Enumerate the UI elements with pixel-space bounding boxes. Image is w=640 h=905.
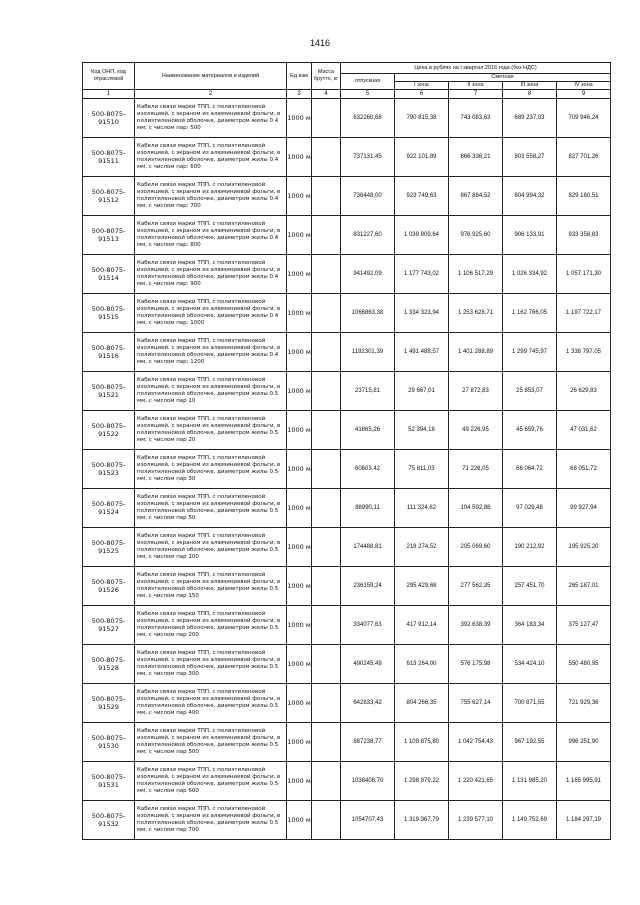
table-row — [83, 645, 611, 684]
item-mass — [312, 528, 341, 567]
price-zone-1: 75 811,03 — [395, 450, 449, 489]
item-unit: 1000 м — [287, 801, 312, 840]
item-name: Кабели связи марки ТПП, с полиэтиленовой изоляцией, с экраном из алюминиевой фольги, в полиэтиленовой оболочке, диаметром жилы 0.4 мм, с числом пар: 500 — [135, 99, 287, 138]
table-row — [83, 567, 611, 606]
item-unit: 1000 м — [287, 606, 312, 645]
item-mass — [312, 411, 341, 450]
header-zone-4: IV зона — [557, 82, 611, 90]
item-mass — [312, 645, 341, 684]
item-name: Кабели связи марки ТПП, с полиэтиленовой изоляцией, с экраном из алюминиевой фольги, в полиэтиленовой оболочке, диаметром жилы 0.5 мм, с числом пар 600 — [135, 762, 287, 801]
page-number: 1416 — [309, 38, 331, 48]
column-number: 9 — [557, 90, 611, 99]
price-release: 174488,81 — [341, 528, 395, 567]
item-unit: 1000 м — [287, 177, 312, 216]
item-mass — [312, 138, 341, 177]
item-mass — [312, 177, 341, 216]
price-zone-1: 29 667,01 — [395, 372, 449, 411]
price-release: 642833,42 — [341, 684, 395, 723]
price-zone-3: 689 237,03 — [503, 99, 557, 138]
price-zone-3: 364 183,34 — [503, 606, 557, 645]
price-zone-1: 1 491 488,57 — [395, 333, 449, 372]
table-row — [83, 99, 611, 138]
price-zone-4: 195 925,20 — [557, 528, 611, 567]
header-code: Код ОНП, код отраслевой — [83, 63, 135, 90]
price-release: 41865,26 — [341, 411, 395, 450]
price-release: 1066863,38 — [341, 294, 395, 333]
price-release: 737131,45 — [341, 138, 395, 177]
item-unit: 1000 м — [287, 99, 312, 138]
price-zone-3: 967 192,55 — [503, 723, 557, 762]
item-mass — [312, 99, 341, 138]
item-name: Кабели связи марки ТПП, с полиэтиленовой изоляцией, с экраном из алюминиевой фольги, в полиэтиленовой оболочке, диаметром жилы 0.5 мм, с числом пар 100 — [135, 528, 287, 567]
price-zone-1: 1 319 367,79 — [395, 801, 449, 840]
table-row — [83, 684, 611, 723]
item-code: 500-8075-91515 — [83, 294, 135, 333]
item-name: Кабели связи марки ТПП, с полиэтиленовой изоляцией, с экраном из алюминиевой фольги, в полиэтиленовой оболочке, диаметром жилы 0.5 мм, с числом пар 10 — [135, 372, 287, 411]
table-row — [83, 333, 611, 372]
item-mass — [312, 489, 341, 528]
price-zone-2: 277 562,35 — [449, 567, 503, 606]
price-zone-2: 755 627,14 — [449, 684, 503, 723]
price-zone-1: 1 177 743,02 — [395, 255, 449, 294]
header-zone-1: I зона — [395, 82, 449, 90]
price-zone-2: 1 239 577,10 — [449, 801, 503, 840]
item-name: Кабели связи марки ТПП, с полиэтиленовой изоляцией, с экраном из алюминиевой фольги, в полиэтиленовой оболочке, диаметром жилы 0.4 мм, с числом пар: 1000 — [135, 294, 287, 333]
price-zone-3: 25 853,07 — [503, 372, 557, 411]
price-zone-1: 1 039 809,64 — [395, 216, 449, 255]
price-zone-2: 743 083,63 — [449, 99, 503, 138]
price-release: 60603,42 — [341, 450, 395, 489]
price-zone-4: 933 358,83 — [557, 216, 611, 255]
price-zone-2: 866 336,21 — [449, 138, 503, 177]
item-unit: 1000 м — [287, 645, 312, 684]
price-zone-2: 1 401 288,89 — [449, 333, 503, 372]
price-zone-1: 417 912,14 — [395, 606, 449, 645]
price-zone-1: 1 298 979,22 — [395, 762, 449, 801]
table-row — [83, 411, 611, 450]
price-zone-2: 576 175,98 — [449, 645, 503, 684]
price-zone-3: 190 212,92 — [503, 528, 557, 567]
table-row — [83, 762, 611, 801]
item-code: 500-8075-91510 — [83, 99, 135, 138]
item-code: 500-8075-91531 — [83, 762, 135, 801]
item-code: 500-8075-91524 — [83, 489, 135, 528]
item-code: 500-8075-91512 — [83, 177, 135, 216]
header-release: отпускная — [341, 74, 395, 90]
price-zone-3: 1 026 334,92 — [503, 255, 557, 294]
price-zone-2: 976 925,60 — [449, 216, 503, 255]
price-zone-1: 613 264,00 — [395, 645, 449, 684]
price-zone-3: 906 133,91 — [503, 216, 557, 255]
column-number: 6 — [395, 90, 449, 99]
item-mass — [312, 801, 341, 840]
price-release: 831227,60 — [341, 216, 395, 255]
price-zone-4: 68 051,72 — [557, 450, 611, 489]
price-table — [82, 62, 611, 840]
price-zone-3: 97 029,48 — [503, 489, 557, 528]
column-number: 3 — [287, 90, 312, 99]
item-code: 500-8075-91525 — [83, 528, 135, 567]
price-zone-4: 99 927,94 — [557, 489, 611, 528]
price-release: 88990,11 — [341, 489, 395, 528]
item-code: 500-8075-91523 — [83, 450, 135, 489]
item-code: 500-8075-91513 — [83, 216, 135, 255]
item-mass — [312, 255, 341, 294]
table-row — [83, 372, 611, 411]
price-zone-2: 27 872,83 — [449, 372, 503, 411]
header-name: Наименование материалов и изделий — [135, 63, 287, 90]
price-release: 632260,68 — [341, 99, 395, 138]
price-zone-1: 790 815,38 — [395, 99, 449, 138]
price-release: 490245,49 — [341, 645, 395, 684]
table-row — [83, 528, 611, 567]
price-zone-4: 827 701,26 — [557, 138, 611, 177]
price-zone-1: 1 109 875,80 — [395, 723, 449, 762]
item-name: Кабели связи марки ТПП, с полиэтиленовой изоляцией, с экраном из алюминиевой фольги, в полиэтиленовой оболочке, диаметром жилы 0.5 мм, с числом пар 50 — [135, 489, 287, 528]
item-code: 500-8075-91516 — [83, 333, 135, 372]
price-zone-4: 1 057 171,30 — [557, 255, 611, 294]
item-code: 500-8075-91529 — [83, 684, 135, 723]
header-smetnaya: Сметная — [395, 74, 611, 82]
price-zone-4: 375 127,47 — [557, 606, 611, 645]
column-number: 1 — [83, 90, 135, 99]
price-zone-3: 1 149 752,69 — [503, 801, 557, 840]
price-release: 334077,63 — [341, 606, 395, 645]
item-unit: 1000 м — [287, 411, 312, 450]
item-code: 500-8075-91528 — [83, 645, 135, 684]
item-unit: 1000 м — [287, 489, 312, 528]
item-name: Кабели связи марки ТПП, с полиэтиленовой изоляцией, с экраном из алюминиевой фольги, в полиэтиленовой оболочке, диаметром жилы 0.5 мм, с числом пар 300 — [135, 645, 287, 684]
item-name: Кабели связи марки ТПП, с полиэтиленовой изоляцией, с экраном из алюминиевой фольги, в полиэтиленовой оболочке, диаметром жилы 0.4 мм, с числом пар: 700 — [135, 177, 287, 216]
item-mass — [312, 723, 341, 762]
price-release: 738448,00 — [341, 177, 395, 216]
item-unit: 1000 м — [287, 567, 312, 606]
item-mass — [312, 762, 341, 801]
item-code: 500-8075-91526 — [83, 567, 135, 606]
price-zone-2: 392 638,39 — [449, 606, 503, 645]
price-zone-2: 71 226,05 — [449, 450, 503, 489]
price-zone-1: 1 334 323,94 — [395, 294, 449, 333]
item-mass — [312, 450, 341, 489]
price-zone-3: 45 659,76 — [503, 411, 557, 450]
price-zone-1: 923 749,63 — [395, 177, 449, 216]
table-header — [83, 63, 611, 99]
item-mass — [312, 606, 341, 645]
price-zone-4: 26 629,83 — [557, 372, 611, 411]
item-unit: 1000 м — [287, 762, 312, 801]
price-zone-2: 104 592,88 — [449, 489, 503, 528]
item-name: Кабели связи марки ТПП, с полиэтиленовой изоляцией, с экраном из алюминиевой фольги, в полиэтиленовой оболочке, диаметром жилы 0.5 мм, с числом пар 500 — [135, 723, 287, 762]
item-name: Кабели связи марки ТПП, с полиэтиленовой изоляцией, с экраном из алюминиевой фольги, в полиэтиленовой оболочке, диаметром жилы 0.4 мм, с числом пар: 600 — [135, 138, 287, 177]
table-row — [83, 450, 611, 489]
price-zone-2: 205 069,60 — [449, 528, 503, 567]
item-code: 500-8075-91521 — [83, 372, 135, 411]
price-zone-3: 66 064,72 — [503, 450, 557, 489]
item-name: Кабели связи марки ТПП, с полиэтиленовой изоляцией, с экраном из алюминиевой фольги, в полиэтиленовой оболочке, диаметром жилы 0.5 мм, с числом пар 20 — [135, 411, 287, 450]
price-zone-4: 996 251,90 — [557, 723, 611, 762]
price-zone-4: 1 338 797,05 — [557, 333, 611, 372]
item-name: Кабели связи марки ТПП, с полиэтиленовой изоляцией, с экраном из алюминиевой фольги, в полиэтиленовой оболочке, диаметром жилы 0.5 мм, с числом пар 150 — [135, 567, 287, 606]
column-number: 8 — [503, 90, 557, 99]
price-zone-2: 1 220 421,65 — [449, 762, 503, 801]
header-mass: Масса брутто, кг — [312, 63, 341, 90]
item-mass — [312, 567, 341, 606]
price-zone-3: 1 299 745,97 — [503, 333, 557, 372]
item-code: 500-8075-91532 — [83, 801, 135, 840]
header-zone-3: III зона — [503, 82, 557, 90]
price-zone-3: 803 558,27 — [503, 138, 557, 177]
price-release: 1038408,70 — [341, 762, 395, 801]
price-release: 1192301,39 — [341, 333, 395, 372]
price-zone-4: 550 480,95 — [557, 645, 611, 684]
price-zone-4: 1 184 297,19 — [557, 801, 611, 840]
table-row — [83, 606, 611, 645]
price-zone-2: 1 106 517,29 — [449, 255, 503, 294]
column-number: 5 — [341, 90, 395, 99]
item-unit: 1000 м — [287, 138, 312, 177]
price-zone-1: 218 274,52 — [395, 528, 449, 567]
price-zone-4: 1 165 995,91 — [557, 762, 611, 801]
price-zone-4: 1 197 722,17 — [557, 294, 611, 333]
item-name: Кабели связи марки ТПП, с полиэтиленовой изоляцией, с экраном из алюминиевой фольги, в полиэтиленовой оболочке, диаметром жилы 0.5 мм, с числом пар 700 — [135, 801, 287, 840]
item-code: 500-8075-91530 — [83, 723, 135, 762]
header-unit: Ед изм — [287, 63, 312, 90]
price-zone-4: 709 946,24 — [557, 99, 611, 138]
price-zone-1: 922 101,89 — [395, 138, 449, 177]
price-zone-4: 265 187,01 — [557, 567, 611, 606]
price-release: 941492,09 — [341, 255, 395, 294]
item-unit: 1000 м — [287, 528, 312, 567]
price-zone-2: 1 042 754,43 — [449, 723, 503, 762]
item-unit: 1000 м — [287, 216, 312, 255]
price-zone-1: 111 324,62 — [395, 489, 449, 528]
item-code: 500-8075-91522 — [83, 411, 135, 450]
table-row — [83, 294, 611, 333]
table-row — [83, 216, 611, 255]
item-name: Кабели связи марки ТПП, с полиэтиленовой изоляцией, с экраном из алюминиевой фольги, в полиэтиленовой оболочке, диаметром жилы 0.5 мм, с числом пар 30 — [135, 450, 287, 489]
price-release: 23715,81 — [341, 372, 395, 411]
item-name: Кабели связи марки ТПП, с полиэтиленовой изоляцией, с экраном из алюминиевой фольги, в полиэтиленовой оболочке, диаметром жилы 0.5 мм, с числом пар 400 — [135, 684, 287, 723]
item-code: 500-8075-91527 — [83, 606, 135, 645]
price-zone-3: 804 994,32 — [503, 177, 557, 216]
price-zone-1: 52 394,18 — [395, 411, 449, 450]
item-name: Кабели связи марки ТПП, с полиэтиленовой изоляцией, с экраном из алюминиевой фольги, в полиэтиленовой оболочке, диаметром жилы 0.4 мм, с числом пар: 1200 — [135, 333, 287, 372]
item-mass — [312, 372, 341, 411]
item-unit: 1000 м — [287, 255, 312, 294]
item-unit: 1000 м — [287, 294, 312, 333]
price-zone-2: 49 226,95 — [449, 411, 503, 450]
price-release: 887238,77 — [341, 723, 395, 762]
price-zone-3: 534 424,10 — [503, 645, 557, 684]
item-unit: 1000 м — [287, 723, 312, 762]
item-name: Кабели связи марки ТПП, с полиэтиленовой изоляцией, с экраном из алюминиевой фольги, в полиэтиленовой оболочке, диаметром жилы 0.5 мм, с числом пар 200 — [135, 606, 287, 645]
item-mass — [312, 684, 341, 723]
price-zone-4: 47 031,62 — [557, 411, 611, 450]
item-mass — [312, 216, 341, 255]
price-zone-4: 721 929,36 — [557, 684, 611, 723]
table-row — [83, 255, 611, 294]
column-number: 7 — [449, 90, 503, 99]
table-body — [83, 99, 611, 840]
item-code: 500-8075-91514 — [83, 255, 135, 294]
table-row — [83, 723, 611, 762]
item-unit: 1000 м — [287, 684, 312, 723]
item-mass — [312, 294, 341, 333]
table-row — [83, 801, 611, 840]
item-mass — [312, 333, 341, 372]
item-name: Кабели связи марки ТПП, с полиэтиленовой изоляцией, с экраном из алюминиевой фольги, в полиэтиленовой оболочке, диаметром жилы 0.4 мм, с числом пар: 900 — [135, 255, 287, 294]
price-zone-1: 804 266,35 — [395, 684, 449, 723]
item-unit: 1000 м — [287, 450, 312, 489]
price-release: 236159,24 — [341, 567, 395, 606]
price-zone-3: 1 131 985,20 — [503, 762, 557, 801]
price-zone-3: 700 871,55 — [503, 684, 557, 723]
header-price-title: Цена в рублях на I квартал 2016 года (без НДС) — [341, 63, 611, 74]
price-zone-2: 867 884,52 — [449, 177, 503, 216]
item-name: Кабели связи марки ТПП, с полиэтиленовой изоляцией, с экраном из алюминиевой фольги, в полиэтиленовой оболочке, диаметром жилы 0.4 мм, с числом пар: 800 — [135, 216, 287, 255]
header-zone-2: II зона — [449, 82, 503, 90]
price-zone-4: 829 180,51 — [557, 177, 611, 216]
price-zone-1: 295 429,68 — [395, 567, 449, 606]
price-zone-3: 1 162 786,05 — [503, 294, 557, 333]
item-unit: 1000 м — [287, 372, 312, 411]
column-number: 2 — [135, 90, 287, 99]
table-row — [83, 177, 611, 216]
table-row — [83, 138, 611, 177]
column-number: 4 — [312, 90, 341, 99]
item-code: 500-8075-91511 — [83, 138, 135, 177]
price-zone-3: 257 451,70 — [503, 567, 557, 606]
item-unit: 1000 м — [287, 333, 312, 372]
price-release: 1054707,43 — [341, 801, 395, 840]
price-zone-2: 1 253 628,71 — [449, 294, 503, 333]
table-row — [83, 489, 611, 528]
